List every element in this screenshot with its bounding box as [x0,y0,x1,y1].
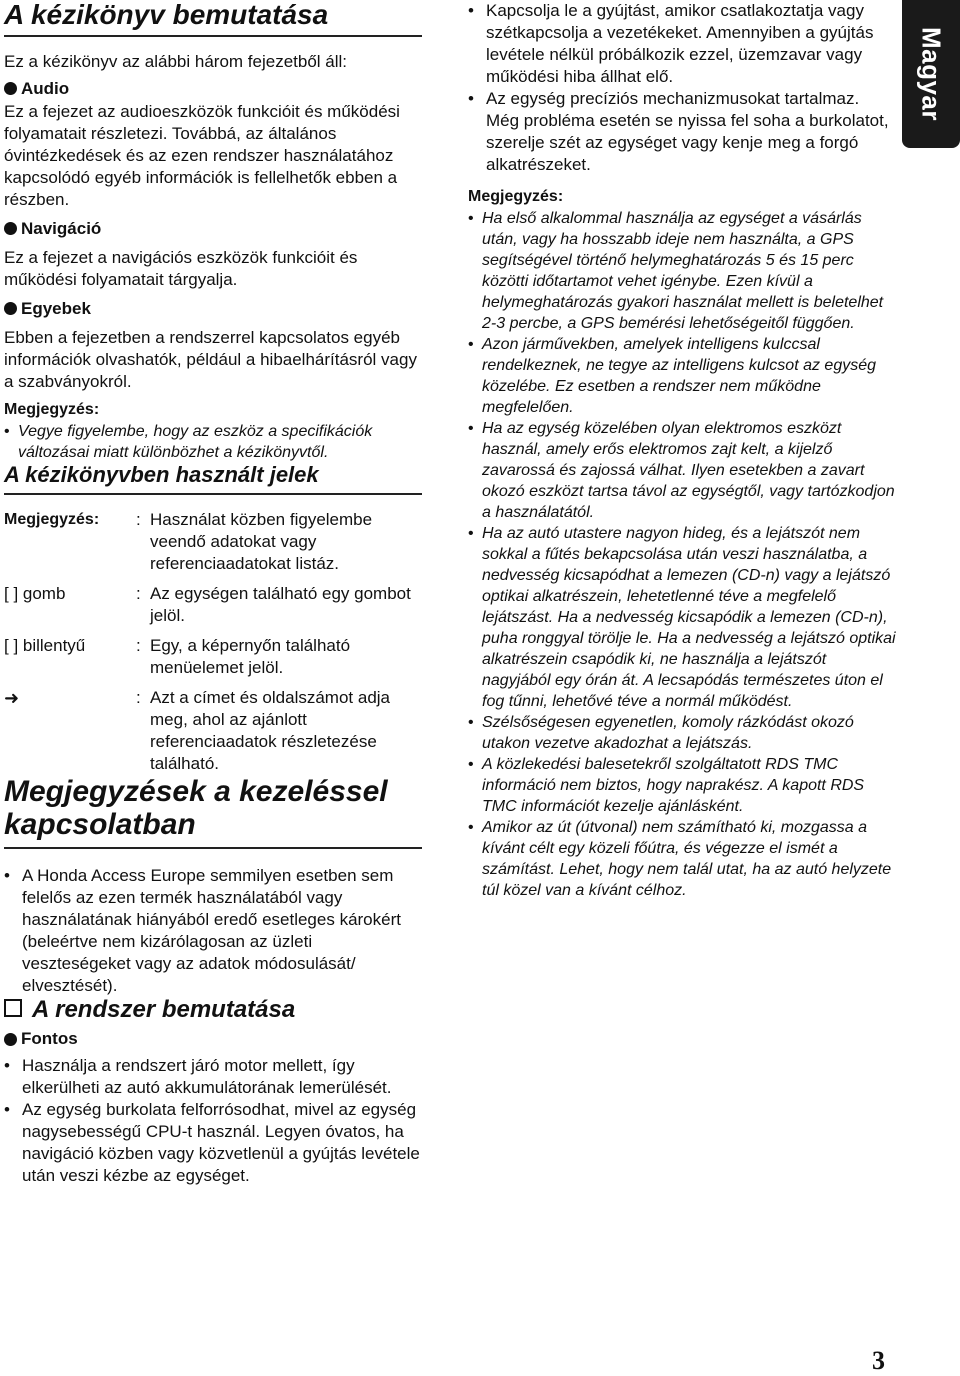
symbol-row-button [4,583,422,627]
section-title-handling: Megjegyzések a kezeléssel kapcsolatban [4,775,422,849]
right-note-label: Megjegyzés: [468,188,564,205]
symbol-row-note [4,509,422,575]
symbol-row-key [4,635,422,679]
right-note-item: • Ha az egység közelében olyan elektromos eszközt használ, amely erős elektromos zajt kelt, a kijelző zavarossá és zajossá válhat. Ilyen esetekben a zavart okozó eszközt tartsa távol az egységtől, vagy tartózkodjon a használatától. [468,418,896,523]
bullet-dot-icon [4,82,17,95]
subsection-audio-heading: Audio [4,77,422,101]
system-item: • Az egység burkolata felforrósodhat, mivel az egység nagysebességű CPU-t használ. Legyen óvatos, ha navigáció közben vagy közvetlenül a gyújtás levétele után veszi kézbe az egységet. [4,1099,422,1187]
language-tab-label: Magyar [916,26,947,122]
subsection-audio-text: Ez a fejezet az audioeszközök funkcióit és működési folyamatait részletezi. Továbbá, az általános óvintézkedések és az ezen rendszer használatához kapcsolódó egyéb információk is fellelhetők ebben a részben. [4,101,400,209]
language-tab [902,0,960,148]
right-bullet-item: • Az egység precíziós mechanizmusokat tartalmaz. Még probléma esetén se nyissa fel soha a burkolatot, szerelje szét az egységet vagy kenje meg a forgó alkatrészeket. [468,88,896,176]
right-note-item: • Ha az autó utastere nagyon hideg, és a lejátszót nem sokkal a fűtés bekapcsolása után veszi használatba, a nedvesség kicsapódhat a lemezen (CD-n) vagy a lejátszó optikai alkatrészein, lehetetlenné téve a megfelelő lejátszást. Ha a nedvesség kicsapódik a lemezen (CD-n), puha ronggyal törölje le. Ha a nedvesség a lejátszó optikai alkatrészein csapódik ki, ne használja a lejátszót nagyjából egy órán át. A lecsapódás természetes úton el fog tűnni, lehetővé téve a normál működést. [468,523,896,712]
symbol-separator: : [136,635,141,655]
right-column [468,0,896,901]
bullet-dot-icon [4,222,17,235]
subsection-other-text: Ebben a fejezetben a rendszerrel kapcsolatos egyéb információk olvashatók, például a hibaelhárításról vagy a szabványokról. [4,327,417,391]
handling-list [4,865,422,997]
symbol-description: Egy, a képernyőn található menüelemet jelöl. [150,635,351,677]
symbol-separator: : [136,583,141,603]
symbol-description: Azt a címet és oldalszámot adja meg, ahol az ajánlott referenciaadatok részletezése található. [150,687,391,773]
subsection-navigation-heading: Navigáció [4,217,422,241]
symbol-key: [ ] billentyű [4,635,86,655]
symbol-key: [ ] gomb [4,583,66,603]
section-title-intro: A kézikönyv bemutatása [4,0,422,37]
symbol-separator: : [136,687,141,707]
arrow-icon: ➜ [4,687,20,708]
right-note-item: • Ha első alkalommal használja az egységet a vásárlás után, vagy ha hosszabb ideje nem használta, a GPS segítségével történő helymeghatározás 5 és 15 perc közötti időtartamot vehet igénybe. Ezen kívül a helymeghatározás gyakori használat mellett is beletelhet 2-3 percbe, a GPS bemérési lehetőségeitől függően. [468,208,896,334]
page-number: 3 [872,1346,885,1375]
intro-note-item: • Vegye figyelembe, hogy az eszköz a specifikációk változásai miatt különbözhet a kézikönyvtől. [4,421,422,463]
system-item: • Használja a rendszert járó motor mellett, így elkerülheti az autó akkumulátorának lemerülését. [4,1055,422,1099]
right-note-item: • Szélsőségesen egyenetlen, komoly rázkódást okozó utakon vezetve akadozhat a lejátszás. [468,712,896,754]
symbol-separator: : [136,509,141,529]
right-note-item: • A közlekedési balesetekről szolgáltatott RDS TMC információ nem biztos, hogy naprakész. A kapott RDS TMC információt kezelje ajánlásként. [468,754,896,817]
checkbox-square-icon [4,999,22,1017]
intro-lead: Ez a kézikönyv az alábbi három fejezetből áll: [4,51,348,71]
section-title-system: A rendszer bemutatása [4,997,422,1023]
right-note-list [468,208,896,901]
symbol-key: Megjegyzés: [4,510,100,528]
right-bullet-list [468,0,896,176]
subsection-other-heading: Egyebek [4,297,422,321]
symbol-description: Használat közben figyelembe veendő adatokat vagy referenciaadatokat listáz. [150,509,373,573]
system-list [4,1055,422,1187]
symbol-description: Az egységen található egy gombot jelöl. [150,583,411,625]
intro-note-label: Megjegyzés: [4,400,100,418]
handling-item: • A Honda Access Europe semmilyen esetben sem felelős az ezen termék használatából vagy használatának hiányából eredő esetleges károkért (beleértve nem kizárólagosan az üzleti veszteségeket vagy az adatok módosulását/ elvesztését). [4,865,422,997]
right-note-item: • Azon járművekben, amelyek intelligens kulccsal rendelkeznek, ne tegye az intelligens kulcsot az egység közelébe. Ez esetben a rendszer nem működne megfelelően. [468,334,896,418]
subsection-navigation-text: Ez a fejezet a navigációs eszközök funkcióit és működési folyamatait tárgyalja. [4,247,358,289]
symbol-row-arrow [4,687,422,775]
intro-note-list [4,421,422,463]
section-title-symbols: A kézikönyvben használt jelek [4,463,422,495]
important-heading: Fontos [4,1027,422,1051]
right-bullet-item: • Kapcsolja le a gyújtást, amikor csatlakoztatja vagy szétkapcsolja a vezetékeket. Amennyiben a gyújtás levétele nélkül próbálkozik ezzel, üzemzavar vagy működési hiba állhat elő. [468,0,896,88]
right-note-item: • Amikor az út (útvonal) nem számítható ki, mozgassa a kívánt célt egy közeli főútra, és végezze el ismét a számítást. Lehet, hogy nem talál utat, ha az autó helyzete túl közel van a kívánt célhoz. [468,817,896,901]
left-column [4,0,422,1187]
bullet-dot-icon [4,302,17,315]
bullet-dot-icon [4,1033,17,1046]
